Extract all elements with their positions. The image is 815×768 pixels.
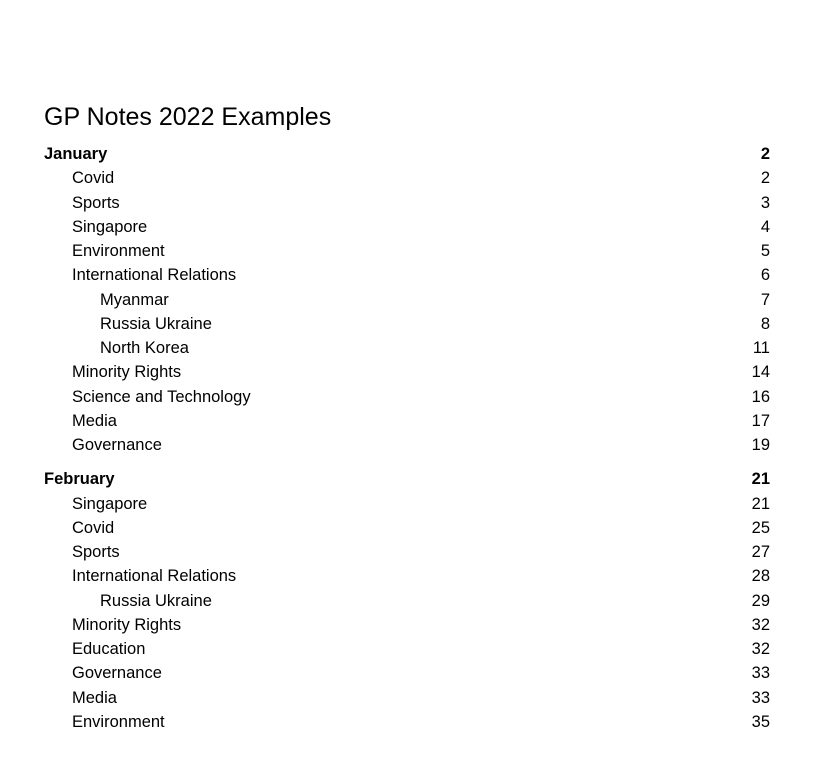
toc-entry[interactable]	[44, 516, 770, 540]
toc-page-number: 14	[751, 363, 770, 382]
toc-month-heading[interactable]	[44, 142, 770, 166]
toc-page-number: 33	[751, 664, 770, 683]
toc-entry[interactable]	[44, 191, 770, 215]
toc-entry-label: Science and Technology	[72, 387, 251, 406]
toc-entry-label: Covid	[72, 169, 115, 188]
toc-entry[interactable]	[44, 312, 770, 336]
toc-page-number: 25	[751, 518, 770, 537]
toc-page-number: 2	[760, 145, 770, 163]
toc-month-label: January	[44, 145, 108, 163]
toc-page-number: 11	[752, 339, 770, 357]
toc-entry[interactable]	[44, 360, 770, 384]
toc-page-number: 29	[751, 591, 770, 610]
toc-page-number: 32	[751, 615, 770, 634]
toc-entry[interactable]	[44, 215, 770, 239]
toc-page-number: 32	[751, 640, 770, 658]
toc-entry-label: Minority Rights	[72, 615, 182, 634]
toc-page-number: 8	[760, 314, 770, 333]
toc-entry[interactable]	[44, 336, 770, 360]
toc-entry[interactable]	[44, 263, 770, 287]
toc-entry-label: Russia Ukraine	[100, 591, 212, 610]
toc-page-number: 33	[751, 688, 770, 707]
toc-page-number: 17	[751, 411, 770, 430]
toc-entry[interactable]	[44, 385, 770, 409]
toc-entry[interactable]	[44, 661, 770, 685]
toc-entry[interactable]	[44, 589, 770, 613]
toc-entry[interactable]	[44, 710, 770, 734]
toc-entry-label: Sports	[72, 543, 120, 561]
toc-entry-label: Education	[72, 640, 146, 658]
toc-entry[interactable]	[44, 239, 770, 263]
toc-entry-label: Singapore	[72, 494, 148, 513]
toc-page-number: 27	[751, 543, 770, 561]
toc-month-heading[interactable]	[44, 467, 770, 491]
toc-entry[interactable]	[44, 686, 770, 710]
toc-entry[interactable]	[44, 564, 770, 588]
toc-entry-label: International Relations	[72, 567, 237, 586]
toc-entry[interactable]	[44, 637, 770, 661]
toc-entry-label: Covid	[72, 518, 115, 537]
toc-entry-label: Russia Ukraine	[100, 314, 212, 333]
toc-entry-label: Media	[72, 688, 117, 707]
toc-page-number: 35	[751, 712, 770, 731]
toc-month-label: February	[44, 470, 115, 489]
toc-page-number: 5	[760, 242, 770, 260]
toc-entry-label: Governance	[72, 664, 162, 683]
toc-page-number: 19	[751, 436, 770, 454]
toc-entry-label: Minority Rights	[72, 363, 182, 382]
table-of-contents	[44, 142, 770, 734]
toc-entry[interactable]	[44, 288, 770, 312]
toc-entry-label: Sports	[72, 193, 120, 212]
toc-entry[interactable]	[44, 613, 770, 637]
toc-page-number: 28	[751, 567, 770, 586]
toc-entry[interactable]	[44, 166, 770, 190]
toc-page-number: 21	[751, 470, 770, 489]
toc-entry-label: Media	[72, 411, 117, 430]
toc-page-number: 6	[760, 266, 770, 285]
toc-entry-label: Myanmar	[100, 290, 169, 309]
toc-entry-label: Governance	[72, 436, 162, 454]
toc-entry[interactable]	[44, 540, 770, 564]
toc-section-february	[44, 467, 770, 734]
toc-entry-label: North Korea	[100, 339, 189, 357]
toc-entry[interactable]	[44, 409, 770, 433]
toc-entry-label: Environment	[72, 712, 165, 731]
toc-entry[interactable]	[44, 433, 770, 457]
toc-page-number: 3	[760, 193, 770, 212]
document-title: GP Notes 2022 Examples	[44, 103, 332, 131]
toc-page-number: 16	[751, 387, 770, 406]
toc-entry[interactable]	[44, 492, 770, 516]
toc-section-january	[44, 142, 770, 457]
toc-page-number: 4	[760, 217, 770, 236]
toc-page-number: 7	[760, 290, 770, 309]
toc-entry-label: Singapore	[72, 217, 148, 236]
toc-page-number: 2	[760, 169, 770, 188]
toc-page-number: 21	[751, 494, 770, 513]
toc-entry-label: International Relations	[72, 266, 237, 285]
toc-entry-label: Environment	[72, 242, 165, 260]
